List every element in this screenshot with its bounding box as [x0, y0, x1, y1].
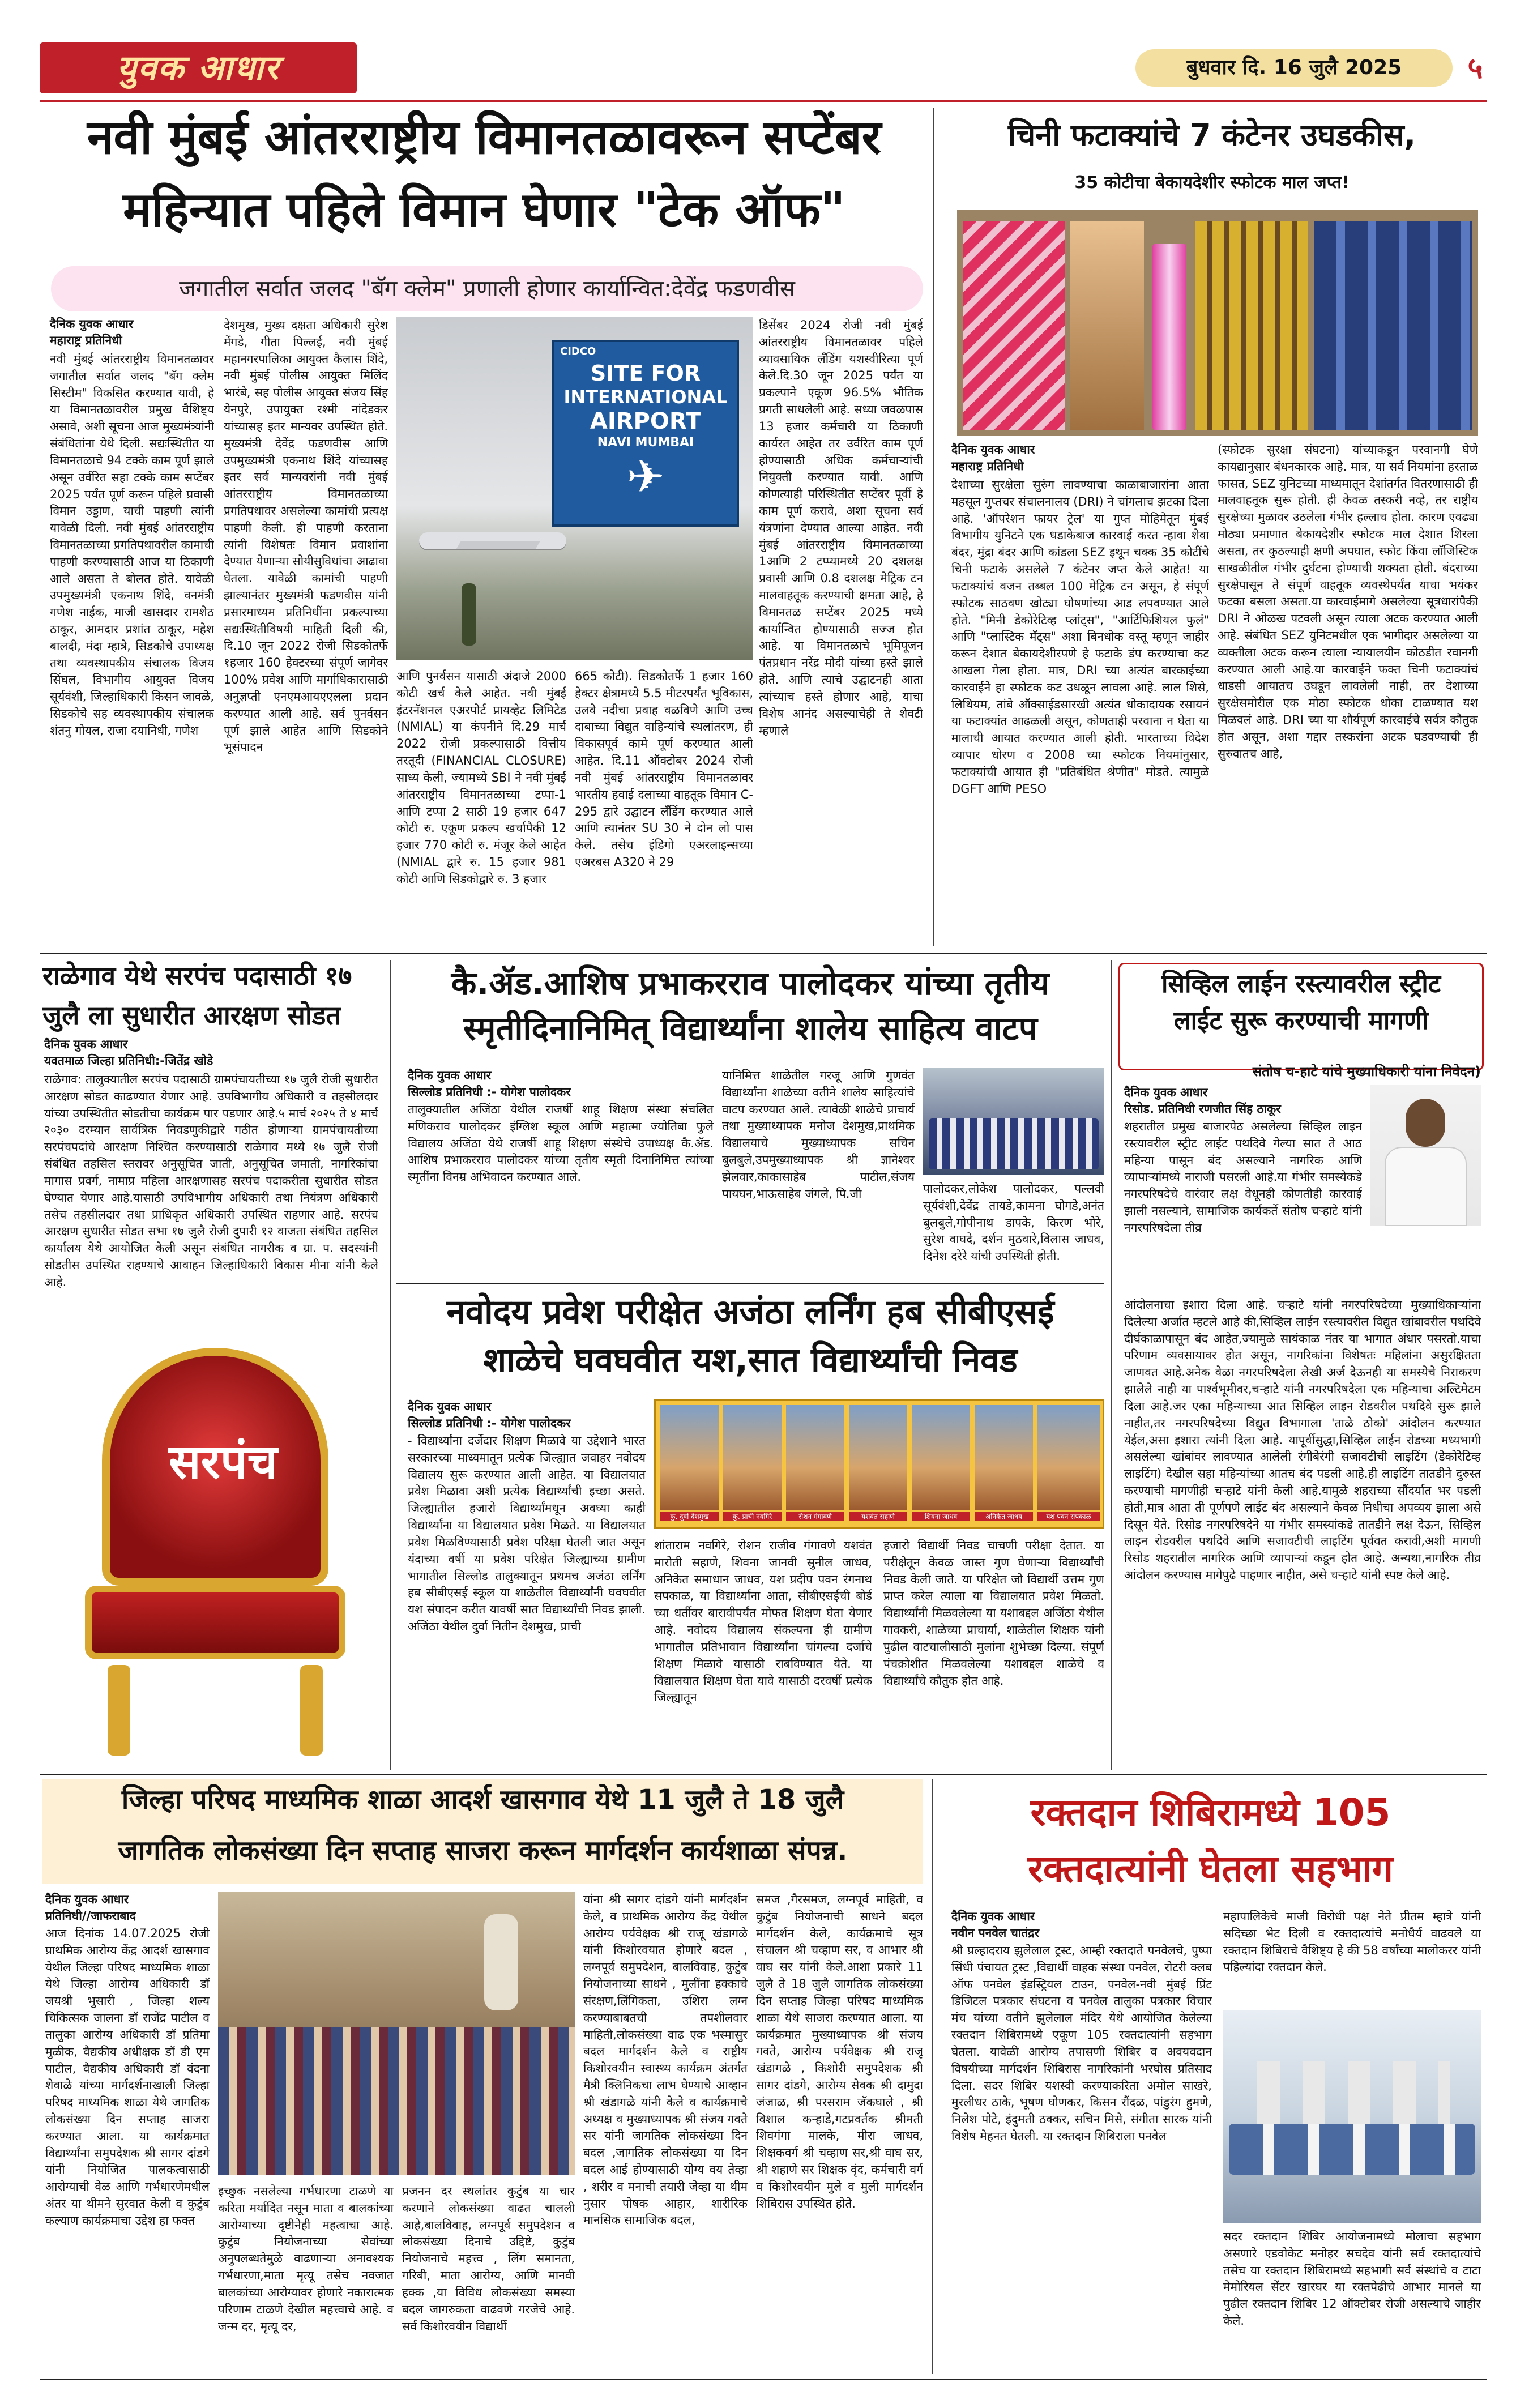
ralegaon-byline — [44, 1036, 378, 1070]
lead-byline-paper: दैनिक युवक आधार — [50, 317, 134, 331]
civil-byline-paper: दैनिक युवक आधार — [1124, 1086, 1208, 1099]
lead-subtitle: जगातील सर्वात जलद "बॅग क्लेम" प्रणाली होणार कार्यान्वित:देवेंद्र फडणवीस — [179, 276, 795, 302]
crate-1 — [963, 221, 1065, 430]
student-name-1: कु. दुर्वा देशमुख — [660, 1512, 719, 1521]
zp-byline — [45, 1892, 210, 1925]
palodkar-photo — [923, 1068, 1104, 1175]
zp-classroom-photo — [218, 1892, 575, 2175]
chair-leg-left — [108, 1665, 130, 1756]
navodaya-byline-paper: दैनिक युवक आधार — [408, 1400, 492, 1414]
navodaya-students-strip — [654, 1399, 1104, 1529]
navodaya-byline — [408, 1399, 646, 1432]
firecracker-byline-paper: दैनिक युवक आधार — [951, 443, 1035, 456]
navodaya-column-3: हजारो विद्यार्थी निवड चाचणी परीक्षा देतात. या परीक्षेतून केवळ जास्त गुण घेणाऱ्या विद्यार्थ्यांची निवड केली जाते. या परिक्षेत जो विद्यार्थी उत्तम गुण प्राप्त करेल त्याला या विद्यालयात प्रवेश मिळतो. विद्यार्थ्यांनी मिळवलेल्या या यशाबद्दल अजिंठा येथील गावकरी, शाळेच्या प्राचार्या, शाळेतील शिक्षक यांनी पुढील वाटचालीसाठी मुलांना शुभेच्छा दिल्या. संपूर्ण पंचक्रोशीत मिळवलेल्या यशाबद्दल शाळेचे व विद्यार्थ्यांचे कौतुक होत आहे. — [883, 1539, 1104, 1688]
firecracker-subtitle: 35 कोटीचा बेकायदेशीर स्फोटक माल जप्त! — [1074, 173, 1350, 193]
sign-line2: INTERNATIONAL — [563, 386, 728, 408]
blood-byline — [951, 1909, 1212, 1942]
firecracker-tube — [1152, 244, 1186, 430]
section-rule-1 — [40, 953, 1487, 954]
zp-byline-paper: दैनिक युवक आधार — [45, 1893, 129, 1906]
palodkar-byline — [408, 1068, 714, 1101]
blood-column-1: श्री प्रल्हादराय झुलेलाल ट्रस्ट, आम्ही रक्तदाते पनवेलचे, पुष्पा सिंधी पंचायत ट्रस्ट ,विद्यार्थी वाहक संस्था पनवेल, रोटरी क्लब ऑफ पनवेल इंडस्ट्रियल टाउन, पनवेल-नवी मुंबई प्रिंट डिजिटल पत्रकार संघटना व पनवेल तालुका पत्रकार विचार मंच यांच्या वतीने झुलेलाल मंदिर येथे आयोजित केलेल्या रक्तदान शिबिरामध्ये एकूण 105 रक्तदात्यांनी सहभाग घेतला. यावेळी आरोग्य तपासणी शिबिर व अवयवदान विषयीच्या मार्गदर्शन शिबिरास नागरिकांनी भरघोस प्रतिसाद दिला. सदर शिबिर यशस्वी करण्याकरिता अमोल साखरे, मुरलीधर ठाके, भूषण घोणकर, किसन रौंदळ, पांडुरंग हुमणे, निलेश पोटे, इंदुमती ठक्कर, सचिन मिसे, संगीता सारक यांनी विशेष मेहनत घेतली. या रक्तदान शिबिराला पनवेल — [951, 1944, 1212, 2143]
student-card-4 — [849, 1405, 907, 1510]
ralegaon-divider — [390, 960, 391, 1770]
airport-photo — [396, 317, 753, 660]
palodkar-headline-line2: स्मृतीदिनानिमित् विद्यार्थ्यांना शालेय साहित्य वाटप — [463, 1009, 1037, 1048]
masthead — [40, 42, 1487, 96]
palodkar-rule — [396, 1283, 1104, 1284]
sarpanch-chair-image — [68, 1348, 362, 1761]
navodaya-byline-reporter: सिल्लोड प्रतिनिधी :- योगेश पालोदकर — [408, 1416, 571, 1431]
navodaya-column-2: शांताराम नवगिरे, रोशन राजीव गंगावणे यशवंत मारोती सहाणे, शिवना जानवी सुनील जाधव, अनिकेत समाधान जाधव, यश प्रदीप पवन रंगनाथ सपकाळ, या विद्यार्थ्यांना आता, सीबीएसईची बोर्ड च्या धर्तीवर बारावीपर्यंत मोफत शिक्षण घेता येणार आहे. नवोदय विद्यालय संकल्पना ही ग्रामीण भागातील प्रतिभावान विद्यार्थ्यांना चांगल्या दर्जाचे शिक्षण मिळावे यासाठी राबविण्यात येते. या विद्यालयात शिक्षण घेता यावे यासाठी दरवर्षी प्रत्येक जिल्ह्यातून — [654, 1539, 872, 1705]
students-row — [929, 1118, 1099, 1169]
lead-column-3: आणि पुनर्वसन यासाठी अंदाजे 2000 कोटी खर्च केले आहेत. नवी मुंबई इंटरनॅशनल एअरपोर्ट प्रायव्हेट लिमिटेड (NMIAL) या कंपनीने दि.29 मार्च 2022 रोजी प्रकल्पासाठी वित्तीय तरतूदी (FINANCIAL CLOSURE) साध्य केली, ज्यामध्ये SBI ने नवी मुंबई आंतरराष्ट्रीय विमानतळाच्या टप्पा-1 आणि टप्पा 2 साठी 19 हजार 647 कोटी रु. एकूण प्रकल्प खर्चापैकी 12 हजार 770 कोटी रु. मंजूर केले आहेत (NMIAL द्वारे रु. 15 हजार 981 कोटी आणि सिडकोद्वारे रु. 3 हजार — [396, 669, 566, 886]
palodkar-byline-paper: दैनिक युवक आधार — [408, 1069, 492, 1082]
firecracker-column-2: (स्फोटक सुरक्षा संघटना) यांच्याकडून परवानगी घेणे कायद्यानुसार बंधनकारक आहे. मात्र, या सर्व नियमांना हरताळ फासत, SEZ युनिटच्या माध्यमातून देशांतर्गत वितरणासाठी ही मालवाहतूक सुरू होती. ही केवळ तस्करी नव्हे, तर राष्ट्रीय सुरक्षेच्या मुळावर उठलेला गंभीर हल्लाच होता. कारण एवढ्या मोठ्या प्रमाणात बेकायदेशीर स्फोटक माल देशात शिरला असता, तर कुठल्याही क्षणी अपघात, स्फोट किंवा लॉजिस्टिक साखळीतील गंभीर दुर्घटना होण्याची शक्यता होती. बंदराच्या सुरक्षेपासून ते संपूर्ण वाहतूक व्यवस्थेपर्यंत याचा भयंकर फटका बसला असता.या कारवाईमागे असलेल्या सूत्रधारांपैकी DRI ने ओळख पटवली असून त्याला अटक करण्यात आली आहे. संबंधित SEZ युनिटमधील एक भागीदार असलेल्या या व्यक्तीला अटक करून त्याला न्यायालयीन कोठडीत रवानगी करण्यात आली आहे.या कारवाईने फक्त चिनी फटाक्यांचं धाडसी आयातच उघडून लावलेली नाही, तर देशाच्या सुरक्षेसमोरील एक मोठा स्फोटक धोका टाळण्यात यश मिळवलं आहे. DRI च्या या शौर्यपूर्ण कारवाईचे सर्वत्र कौतुक होत असून, अशा गद्दार तस्करांना अटक घडवण्याची ही सुरुवातच आहे, — [1218, 443, 1478, 761]
navodaya-headline-line2: शाळेचे घवघवीत यश,सात विद्यार्थ्यांची निवड — [483, 1340, 1018, 1380]
ralegaon-byline-reporter: यवतमाळ जिल्हा प्रतिनिधी:-जितेंद्र खोडे — [44, 1054, 213, 1068]
lead-headline-line1: नवी मुंबई आंतरराष्ट्रीय विमानतळावरून सप्टेंबर — [87, 109, 882, 165]
crate-3 — [1195, 221, 1308, 430]
page-bottom-rule — [40, 2379, 1487, 2380]
firecracker-byline-reporter: महाराष्ट्र प्रतिनिधी — [951, 459, 1024, 473]
sign-brand: CIDCO — [560, 345, 596, 357]
sign-line1: SITE FOR — [590, 361, 701, 386]
masthead-date: बुधवार दि. 16 जुलै 2025 — [1135, 49, 1453, 87]
zp-divider — [932, 1779, 933, 2374]
chair-label: सरपंच — [168, 1434, 278, 1489]
crate-2 — [1070, 221, 1144, 430]
palodkar-column-1: तालुक्यातील अजिंठा येथील राजर्षी शाहू शिक्षण संस्था संचलित मणिकराव पालोदकर इंग्लिश स्कूल आणि महात्मा ज्योतिबा फुले विद्यालय अजिंठा येथे राजर्षी शाहू शिक्षण संस्थेचे उपाध्यक्ष कै.ॲड. आशिष प्रभाकरराव पालोदकर यांच्या तृतीय स्मृती दिनानिमित्त त्यांच्या स्मृतींना विनम्र अभिवादन करण्यात आले. — [408, 1103, 714, 1184]
page-number: ५ — [1467, 52, 1483, 86]
lead-byline — [50, 316, 214, 349]
sign-line3: AIRPORT — [590, 408, 702, 434]
blood-byline-paper: दैनिक युवक आधार — [951, 1910, 1035, 1923]
civil-headline-line2: लाईट सुरू करण्याची मागणी — [1173, 1006, 1429, 1035]
staff-figures — [1257, 2061, 1450, 2124]
ralegaon-byline-paper: दैनिक युवक आधार — [44, 1038, 128, 1051]
crate-4 — [1314, 221, 1472, 430]
blood-column-2-bottom: सदर रक्तदान शिबिर आयोजनामध्ये मोलाचा सहभाग असणारे एडवोकेट मनोहर सचदेव यांनी सर्व रक्तदात्यांचे तसेच या रक्तदान शिबिरामध्ये सहभागी सर्व संस्थांचे व टाटा मेमोरियल सेंटर खारघर या रक्तपेढीचे आभार मानले या पुढील रक्तदान शिबिर 12 ऑक्टोबर रोजी असल्याचे जाहीर केले. — [1223, 2230, 1481, 2328]
person-body — [1385, 1147, 1467, 1226]
audience-rows — [218, 2027, 575, 2175]
student-name-5: शिवना जाधव — [912, 1512, 970, 1521]
airplane-wing — [456, 541, 540, 549]
blood-camp-photo — [1223, 2010, 1481, 2223]
student-name-2: कु. प्राची नवगिरे — [723, 1512, 782, 1521]
chair-seat — [85, 1586, 345, 1659]
civil-headline-line1: सिव्हिल लाईन रस्त्यावरील स्ट्रीट — [1161, 970, 1441, 998]
airport-sign-board — [552, 340, 739, 527]
person-head — [1406, 1099, 1445, 1147]
ralegaon-headline-line1: राळेगाव येथे सरपंच पदासाठी १७ — [42, 960, 352, 991]
donor-beds — [1229, 2124, 1475, 2175]
zp-column-1: आज दिनांक 14.07.2025 रोजी प्राथमिक आरोग्य केंद्र आदर्श खासगाव येथील जिल्हा परिषद माध्यमिक शाळा येथे जिल्हा आरोग्य अधिकारी डॉ जयश्री भुसारी , जिल्हा शल्य चिकित्सक जालना डॉ राजेंद्र पाटील व तालुका आरोग्य अधिकारी डॉ प्रतिमा मुळीक, वैद्यकीय अधीक्षक डॉ डी एम पाटील, वैद्यकीय अधिकारी डॉ वंदना शेवाळे यांच्या मार्गदर्शनाखाली जिल्हा परिषद माध्यमिक शाळा येथे जागतिक लोकसंख्या दिन सप्ताह साजरा करण्यात आला. या कार्यक्रमात विद्यार्थ्यांना समुपदेशक श्री सागर दांडगे यांनी नियोजित पालकत्वासाठी आरोग्याची वेळ आणि गर्भधारणेमधील अंतर या थीमने सुरवात केली व कुटुंब कल्याण कार्यक्रमाचा उद्देश हा फक्त — [45, 1927, 210, 2227]
chair-leg-right — [300, 1665, 323, 1756]
civil-byline-reporter: रिसोड. प्रतिनिधी रणजीत सिंह ठाकूर — [1124, 1102, 1281, 1116]
zp-column-5: समज ,गैरसमज, लग्नपूर्व माहिती, व कुटुंब नियोजनाची साधने बदल मार्गदर्शन केले, कार्यक्रमाचे सूत्र संचालन श्री चव्हाण सर, व आभार श्री वाघ सर यांनी केले.आशा प्रकारे 11 जुलै ते 18 जुलै जागतिक लोकसंख्या दिन सप्ताह जिल्हा परिषद माध्यमिक शाळा येथे साजरा करण्यात आला. या कार्यक्रमात मुख्याध्यापक श्री संजय गवते, आरोग्य पर्यवेक्षक श्री राजू खंडागळे , किशोरी समुपदेशक श्री सागर दांडगे, आरोग्य सेवक श्री दामुदा जंजाळ, श्री परसराम जॅकघाले , श्री विशाल कऱ्हाडे,गटप्रवर्तक श्रीमती शिवगंगा मालके, मीरा जाधव, शिक्षकवर्ग श्री चव्हाण सर,श्री वाघ सर, श्री शहाणे सर शिक्षक वृंद, कर्मचारी वर्ग व किशोरवयीन मुले व मुली मार्गदर्शन शिबिरास उपस्थित होते. — [756, 1893, 923, 2210]
firecracker-headline: चिनी फटाक्यांचे 7 कंटेनर उघडकीस, — [1008, 117, 1416, 153]
ralegaon-body: राळेगाव: तालुक्यातील सरपंच पदासाठी ग्रामपंचायतीच्या १७ जुलै रोजी सुधारीत आरक्षण सोडत काढण्यात येणार आहे. उपविभागीय अधिकारी व तहसीलदार यांच्या उपस्थितीत सोडतीचा कार्यक्रम पार पडणार आहे.५ मार्च २०२५ ते ४ मार्च २०३० दरम्यान सार्वत्रिक निवडणुकीद्वारे गठीत होणाऱ्या ग्रामपंचायतीच्या सरपंचपदांचे आरक्षण निश्चित करण्यासाठी राळेगाव मध्ये १७ जुलै रोजी संबंधित तहसिल स्तरावर अनुसूचित जाती, अनुसूचित जमाती, नागरिकांचा मागास प्रवर्ग, नामाप्र महिला आरक्षणासह सरपंच पदाकरीता सुधारीत सोडत घेण्यात येणार आहे.यासाठी उपविभागीय अधिकारी तथा नियंत्रण अधिकारी तसेच तहसीलदार तथा प्राधिकृत अधिकारी उपस्थित राहणार आहे. सरपंच आरक्षण सुधारीत सोडत सभा १७ जुलै रोजी दुपारी १२ वाजता संबंधित तहसिल कार्यालय येथे आयोजित केली असून संबंधित नागरीक व ग्रा. प. सदस्यांनी सोडतीस उपस्थित राहण्याचे आवाहन जिल्हाधिकारी विकास मीना यांनी केले आहे. — [44, 1073, 378, 1289]
section-rule-2 — [40, 1774, 1487, 1775]
student-card-5 — [912, 1405, 970, 1510]
lead-column-1: नवी मुंबई आंतरराष्ट्रीय विमानतळावर जगातील सर्वात जलद "बॅग क्लेम सिस्टीम" विकसित करण्यात यावी, हे या विमानतळावरील प्रमुख वैशिष्ट्य असावे, अशी सूचना आज मुख्यमंत्र्यांनी संबंधितांना येथे दिली. सद्यःस्थितीत या विमानतळाचे 94 टक्के काम पूर्ण झाले असून उर्वरित सहा टक्के काम सप्टेंबर 2025 पर्यंत पूर्ण करून पहिले प्रवासी विमान उड्डाण, याची पाहणी त्यांनी यावेळी दिली. नवी मुंबई आंतरराष्ट्रीय विमानतळाच्या प्रगतिपथावरील कामाची पाहणी करण्यासाठी आज या ठिकाणी आले असता ते बोलत होते. यावेळी उपमुख्यमंत्री एकनाथ शिंदे, वनमंत्री गणेश नाईक, माजी खासदार रामशेठ ठाकूर, आमदार प्रशांत ठाकूर, महेश बालदी, मंदा म्हात्रे, सिडकोचे उपाध्यक्ष तथा व्यवस्थापकीय संचालक विजय सिंघल, विभागीय आयुक्त विजय सूर्यवंशी, जिल्हाधिकारी किसन जावळे, सिडकोचे सह व्यवस्थापकीय संचालक शंतनु गोयल, राजा दयानिधी, गणेश — [50, 352, 214, 737]
zp-column-3: प्रजनन दर स्थलांतर कुटुंब या चार करणाने लोकसंख्या वाढत चालली आहे,बालविवाह, लग्नपूर्व समुपदेशन व लोकसंख्या दिनाचे उद्दिष्टे, कुटुंब नियोजनाचे महत्त्व , लिंग समानता, गरिबी, माता आरोग्य, आणि मानवी हक्क ,या विविध लोकसंख्या समस्या बदल जागरुकता वाढवणे गरजेचे आहे. सर्व किशोरवयीन विद्यार्थी — [402, 2184, 575, 2333]
lead-column-4: 665 कोटी). सिडकोतर्फे 1 हजार 160 हेक्टर क्षेत्रामध्ये 5.5 मीटरपर्यंत भूविकास, उलवे नदीचा प्रवाह वळविणे आणि उच्च दाबाच्या विद्युत वाहिन्यांचे स्थलांतरण, ही विकासपूर्व कामे पूर्ण करण्यात आली आहेत. दि.11 ऑक्टोबर 2024 रोजी नवी मुंबई आंतरराष्ट्रीय विमानतळावर भारतीय हवाई दलाच्या वाहतूक विमान C-295 द्वारे उद्घाटन लँडिंग करण्यात आले आणि त्यानंतर SU 30 ने दोन लो पास केले. तसेच इंडिगो एअरलाइन्सच्या एअरबस A320 ने 29 — [575, 669, 753, 869]
zp-headline-line2: जागतिक लोकसंख्या दिन सप्ताह साजरा करून मार्गदर्शन कार्यशाळा संपन्न. — [118, 1835, 848, 1867]
airplane-icon: ✈ — [626, 450, 665, 503]
student-card-1 — [660, 1405, 719, 1510]
ground-worker — [462, 583, 476, 646]
civil-subtitle: संतोष च-हाटे यांचे मुख्याधिकारी यांना निवेदन) — [1252, 1064, 1481, 1079]
zp-byline-reporter: प्रतिनिधी//जाफराबाद — [45, 1909, 136, 1923]
student-card-2 — [723, 1405, 782, 1510]
student-name-4: यशवंत सहाणे — [849, 1512, 907, 1521]
student-card-7 — [1037, 1405, 1100, 1510]
civil-body-top: शहरातील प्रमुख बाजारपेठ असलेल्या सिव्हिल लाइन रस्त्यावरील स्ट्रीट लाईट पथदिवे गेल्या सात ते आठ महिन्या पासून बंद असल्याने नागरिक आणि व्यापाऱ्यांमध्ये नाराजी पसरली आहे.या गंभीर समस्येकडे नगरपरिषदेचे वारंवार लक्ष वेधूनही कोणतीही कारवाई झाली नसल्याने, सामाजिक कार्यकर्ते संतोष चऱ्हाटे यांनी नगरपरिषदेला तीव्र — [1124, 1120, 1362, 1235]
lead-right-divider — [933, 108, 934, 946]
blood-headline-line2: रक्तदात्यांनी घेतला सहभाग — [1027, 1847, 1394, 1891]
zp-column-4: यांना श्री सागर दांडगे यांनी मार्गदर्शन केले, व प्राथमिक आरोग्य केंद्र येथील आरोग्य पर्यवेक्षक श्री राजू खंडागळे यांनी किशोरवयात होणारे बदल , लग्नपूर्व समुपदेशन, बालविवाह, कुटुंब नियोजनाच्या साधने , मुलींना हक्काचे संरक्षण,लिंगिकता, उशिरा लग्न करण्याबाबतची तपशीलवार माहिती,लोकसंख्या वाढ एक भस्मासुर बदल मार्गदर्शन केले व राष्ट्रीय किशोरवयीन स्वास्थ्य कार्यक्रम अंतर्गत मैत्री क्लिनिकचा लाभ घेण्याचे आव्हान श्री खंडागळे यांनी केले व कार्यक्रमाचे अध्यक्ष व मुख्याध्यापक श्री संजय गवते सर यांनी जागतिक लोकसंख्या दिन बदल ,जागतिक लोकसंख्या या दिन बदल आई होण्यासाठी योग्य वय तेव्हा , शरीर व मनाची तयारी जेव्हा या थीम नुसार पोषक आहार, शारीरिक मानसिक सामाजिक बदल, — [583, 1893, 748, 2227]
civil-body-bottom: आंदोलनाचा इशारा दिला आहे. चऱ्हाटे यांनी नगरपरिषदेच्या मुख्याधिकाऱ्यांना दिलेल्या अर्जात म्हटले आहे की,सिव्हिल लाईन रस्त्यावरील विद्युत खांबावरील पथदिवे दीर्घकाळापासून बंद आहेत,ज्यामुळे सायंकाळ नंतर या भागात अंधार पसरतो.याचा परिणाम व्यवसायावर होत असून, नागरिकांना विशेषतः महिलांना असुरक्षितता जाणवत आहे.अनेक वेळा नगरपरिषदेला लेखी अर्ज देऊनही या समस्येचे निराकरण झालेले नाही या पार्श्वभूमीवर,चऱ्हाटे यांनी नगरपरिषदेला एक महिन्याचा अल्टिमेटम दिला आहे.जर एका महिन्याच्या आत सिव्हिल लाइन रोडवरील पथदिवे सुरू झाले नाहीत,तर नगरपरिषदेच्या विद्युत विभागाला 'ताळे ठोको' आंदोलन करण्यात येईल,असा इशारा त्यांनी दिला आहे. यापूर्वीसुद्धा,सिव्हिल लाईन रोडच्या मध्यभागी असलेल्या खांबांवर लावण्यात आलेली रंगीबेरंगी सजावटीची लाइटिंग (डेकोरेटिव्ह लाइटिंग) देखील सहा महिन्यांच्या आतच बंद पडली आहे.ही लाइटिंग तातडीने दुरुस्त करण्याची मागणीही चऱ्हाटे यांनी केली आहे.यामुळे शहराच्या सौंदर्यात भर पडली होती,मात्र आता ती पूर्णपणे लाईट बंद असल्याने केवळ निधीचा अपव्यय झाला असे दिसून येते. रिसोड नगरपरिषदेने या गंभीर समस्यांकडे तातडीने लक्ष देऊन, सिव्हिल लाइन रोडवरील पथदिवे आणि सजावटीची लाइटिंग पूर्ववत करावी,अशी मागणी रिसोड शहरातील नागरिक आणि व्यापाऱ्यां कडून होत आहे. अन्यथा,नागरिक तीव्र आंदोलन करण्यास मागेपुढे पाहणार नाहीत, असे चऱ्हाटे यांनी स्पष्ट केले आहे. — [1124, 1298, 1481, 1582]
student-name-3: रोशन गंगावणे — [786, 1512, 844, 1521]
lead-column-2: देशमुख, मुख्य दक्षता अधिकारी सुरेश मेंगडे, गीता पिल्लई, नवी मुंबई महानगरपालिका आयुक्त कैलास शिंदे, नवी मुंबई पोलीस आयुक्त मिलिंद भारंबे, सह पोलीस आयुक्त संजय सिंह येनपुरे, उपायुक्त रश्मी नांदेडकर यांच्यासह इतर मान्यवर उपस्थित होते. मुख्यमंत्री देवेंद्र फडणवीस आणि उपमुख्यमंत्री एकनाथ शिंदे यांच्यासह इतर सर्व मान्यवरांनी नवी मुंबई आंतरराष्ट्रीय विमानतळाच्या प्रगतिपथावर असलेल्या कामांची प्रत्यक्ष पाहणी केली. ही पाहणी करताना त्यांनी विशेषतः विमान प्रवाशांना देण्यात येणाऱ्या सोयीसुविधांचा आढावा घेतला. यावेळी कामांची पाहणी झाल्यानंतर मुख्यमंत्री फडणवीस यांनी प्रसारमाध्यम प्रतिनिधींना प्रकल्पाच्या सद्यःस्थितीविषयी माहिती दिली की, दि.10 जून 2022 रोजी सिडकोतर्फे १हजार 160 हेक्टरच्या संपूर्ण जागेवर 100% प्रवेश आणि मार्गाधिकारासाठी अनुज्ञप्ती एनएमआयएएलला प्रदान करण्यात आली आहे. सर्व पुनर्वसन पूर्ण झाले आहेत आणि सिडकोने भूसंपादन — [224, 318, 388, 754]
navodaya-column-1: - विद्यार्थ्यांना दर्जेदार शिक्षण मिळावे या उद्देशाने भारत सरकारच्या माध्यमातून प्रत्येक जिल्ह्यात जवाहर नवोदय विद्यालय सुरू करण्यात आली आहेत. या विद्यालयात प्रवेश मिळावा अशी प्रत्येक विद्यार्थ्यांची इच्छा असते. जिल्ह्यातील हजारो विद्यार्थ्यांमधून अवघ्या काही विद्यार्थ्यांना या विद्यालयात प्रवेश मिळते. या विद्यालयात प्रवेश मिळविण्यासाठी प्रवेश परिक्षा घेतली जात असून यंदाच्या वर्षी या प्रवेश परिक्षेत जिल्ह्याच्या ग्रामीण भागातील सिल्लोड तालुक्यातून प्रथमच अजंठा लर्निंग हब सीबीएसई स्कूल या शाळेतील विद्यार्थ्यांनी घवघवीत यश संपादन करीत यावर्षी सात विद्यार्थ्यांची निवड झाली. अजिंठा येथील दुर्वा नितीन देशमुख, प्राची — [408, 1434, 646, 1633]
lead-byline-reporter: महाराष्ट्र प्रतिनिधी — [50, 334, 122, 348]
civil-byline — [1124, 1085, 1362, 1118]
palodkar-column-3: पालोदकर,लोकेश पालोदकर, पल्लवी सूर्यवंशी,देवेंद्र तायडे,कामना घोगडे,अनंत बुलबुले,गोपीनाथ डापके, किरण भोरे, सुरेश वाघदे, दर्शन मुठवारे,विलास जाधव, दिनेश दरेरे यांची उपस्थिती होती. — [923, 1182, 1104, 1263]
masthead-rule — [40, 100, 1487, 102]
lead-headline-line2: महिन्यात पहिले विमान घेणार "टेक ऑफ" — [123, 182, 845, 237]
palodkar-byline-reporter: सिल्लोड प्रतिनिधी :- योगेश पालोदकर — [408, 1085, 571, 1099]
civil-reporter-photo — [1370, 1085, 1481, 1226]
blood-headline-line1: रक्तदान शिबिरामध्ये 105 — [1030, 1791, 1391, 1834]
palodkar-headline-line1: कै.ॲड.आशिष प्रभाकरराव पालोदकर यांच्या तृतीय — [451, 964, 1050, 1002]
firecracker-column-1: देशाच्या सुरक्षेला सुरुंग लावण्याचा काळाबाजारांना आता महसूल गुप्तचर संचालनालय (DRI) ने चांगलाच झटका दिला आहे. 'ऑपरेशन फायर ट्रेल' या गुप्त मोहिमेतून मुंबई विभागीय युनिटने एक धडाकेबाज कारवाई करत न्हावा शेवा बंदर, मुंद्रा बंदर आणि कांडला SEZ इथून चक्क 35 कोटींचे चिनी फटाके असलेले 7 कंटेनर जप्त केले आहेत! या फटाक्यांचं वजन तब्बल 100 मेट्रिक टन असून, हे संपूर्ण स्फोटक साठवण खोट्या घोषणांच्या आड लपवण्यात आले होते. "मिनी डेकोरेटिव्ह प्लांट्स", "आर्टिफिशियल फुलं" आणि "प्लास्टिक मॅट्स" अशा बिनधोक वस्तू म्हणून जाहीर करून देशात बेकायदेशीरपणे हे फटाके डंप करण्याचा कट आखला गेला होता. मात्र, DRI च्या अत्यंत बारकाईच्या कारवाईने हा स्फोटक कट उधळून लावला आहे. लाल शिसे, लिथियम, तांबे ऑक्साईडसारखी अत्यंत धोकादायक रसायनं या फटाक्यांत आढळली असून, कोणताही परवाना न घेता या मालाची आयात करण्यात आली होती. भारताच्या विदेश व्यापार धोरण व 2008 च्या स्फोटक नियमांनुसार, फटाक्यांची आयात ही "प्रतिबंधित श्रेणीत" मोडते. त्यामुळे DGFT आणि PESO — [951, 478, 1209, 796]
firecracker-byline — [951, 442, 1121, 475]
ralegaon-headline-line2: जुलै ला सुधारीत आरक्षण सोडत — [42, 1000, 341, 1031]
lead-column-5: डिसेंबर 2024 रोजी नवी मुंबई आंतरराष्ट्रीय विमानतळावर पहिले व्यावसायिक लँडिंग यशस्वीरित्या पूर्ण केले.दि.30 जून 2025 पर्यंत या प्रकल्पाने एकूण 96.5% भौतिक प्रगती साधलेली आहे. सध्या जवळपास 13 हजार कर्मचारी या ठिकाणी कार्यरत आहेत तर उर्वरित काम पूर्ण होण्यासाठी अधिक कर्मचाऱ्यांची नियुक्ती करण्यात यावी. आणि कोणत्याही परिस्थितीत सप्टेंबर पूर्वी हे काम पूर्ण करावे, अशा सूचना सर्व यंत्रणांना देण्यात आल्या आहेत. नवी मुंबई आंतरराष्ट्रीय विमानतळाच्या 1आणि 2 टप्प्यामध्ये 20 दशलक्ष प्रवासी आणि 0.8 दशलक्ष मेट्रिक टन मालवाहतूक करण्याची क्षमता आहे, हे विमानतळ सप्टेंबर 2025 मध्ये कार्यान्वित होण्यासाठी सज्ज होत आहे. या विमानतळाचे भूमिपूजन पंतप्रधान नरेंद्र मोदी यांच्या हस्ते झाले होते. आणि त्याचे उद्घाटनही आता त्यांच्याच हस्ते होणार आहे, याचा विशेष आनंद असल्याचेही ते शेवटी म्हणाले — [759, 318, 923, 737]
speaker-figure — [484, 1914, 518, 2010]
masthead-logo: युवक आधार — [40, 42, 357, 93]
palodkar-column-2: यानिमित्त शाळेतील गरजू आणि गुणवंत विद्यार्थ्यांना शाळेच्या वतीने शालेय साहित्यांचे वाटप करण्यात आले. त्यावेळी शाळेचे प्राचार्य तथा मुख्याध्यापक मनोज देशमुख,प्राथमिक विद्यालयाचे मुख्याध्यापक सचिन बुलबुले,उपमुख्याध्यापक श्री ज्ञानेश्वर झेलवार,काकासाहेब पाटील,संजय पायघन,भाऊसाहेब जंगले, पि.जी — [722, 1069, 915, 1201]
student-card-3 — [786, 1405, 844, 1510]
student-card-6 — [975, 1405, 1033, 1510]
civil-divider — [1111, 960, 1112, 1770]
zp-column-2: इच्छुक नसलेल्या गर्भधारणा टाळणे या करिता मर्यादित नसून माता व बालकांच्या आरोग्याच्या दृष्टीनेही महत्वाचा आहे. कुटुंब नियोजनाच्या सेवांच्या अनुपलब्धतेमुळे वाढणाऱ्या अनावश्यक गर्भधारणा,माता मृत्यू तसेच नवजात बालकांच्या आरोग्यावर होणारे नकारात्मक परिणाम टाळणे देखील महत्त्वाचे आहे. व जन्म दर, मृत्यू दर, — [218, 2184, 394, 2333]
sign-line4: NAVI MUMBAI — [597, 436, 694, 450]
student-name-6: अनिकेत जाधव — [975, 1512, 1033, 1521]
firecracker-photo — [957, 210, 1478, 436]
student-name-7: यश पवन सपकाळ — [1037, 1512, 1100, 1521]
zp-headline-line1: जिल्हा परिषद माध्यमिक शाळा आदर्श खासगाव येथे 11 जुलै ते 18 जुलै — [121, 1784, 844, 1816]
blood-byline-reporter: नवीन पनवेल चातंद्रर — [951, 1926, 1040, 1940]
navodaya-headline-line1: नवोदय प्रवेश परीक्षेत अजंठा लर्निंग हब सीबीएसई — [446, 1292, 1054, 1332]
blood-column-2-top: महापालिकेचे माजी विरोधी पक्ष नेते प्रीतम म्हात्रे यांनी सदिच्छा भेट दिली व रक्तदात्यांचे मनोधैर्य वाढवले या रक्तदान शिबिराचे वैशिष्ट्य हे की 58 वर्षांच्या मालोकरर यांनी पहिल्यांदा रक्तदान केले. — [1223, 1910, 1481, 1974]
